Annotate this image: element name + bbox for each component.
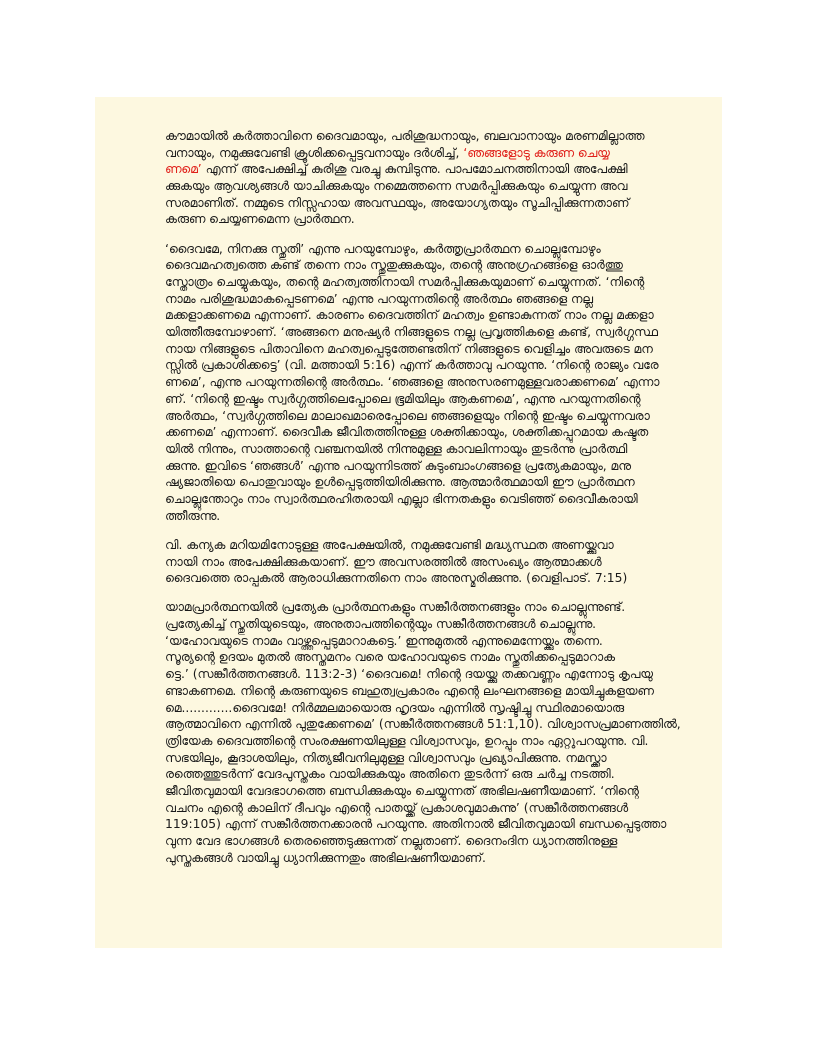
text-segment: വുന്ന വേദ ഭാഗങ്ങൾ തെരഞ്ഞെടുക്കുന്നത് നല്ലതാണ്. ദൈനംദിന ധ്യാനത്തിനുള്ള — [165, 834, 618, 848]
text-line — [165, 700, 665, 717]
text-segment: വനായും, നമുക്കുവേണ്ടി ക്രൂശിക്കപ്പെട്ടവനായും ദർശിച്ച്, — [165, 145, 464, 160]
highlighted-prayer-text: ‘ഞങ്ങളോടു കരുണ ചെയ്യ — [463, 145, 610, 160]
text-line — [165, 850, 665, 867]
text-line — [165, 178, 665, 195]
text-segment: ജീവിതവുമായി വേദഭാഗത്തെ ബന്ധിക്കുകയും ചെയ്യുന്നത് അഭിലഷണീയമാണ്. ‘നിന്റെ — [165, 783, 639, 798]
text-line — [165, 128, 665, 145]
text-segment: കരുണ ചെയ്യണമെന്ന പ്രാർത്ഥന. — [165, 212, 355, 227]
text-segment: യാമപ്രാർത്ഥനയിൽ പ്രത്യേക പ്രാർത്ഥനകളും സങ്കീർത്തനങ്ങളും നാം ചൊല്ലുന്നുണ്ട്. — [165, 600, 626, 615]
text-segment: ക്കണമെ’ എന്നാണ്. ദൈവീക ജീവിതത്തിനുള്ള ശക്തിക്കായും, ശക്തിക്കപ്പുറമായ കഷ്ടത — [165, 425, 649, 440]
text-segment: മെ.............ദൈവമേ! നിർമ്മലമായൊരു ഹൃദയം എന്നിൽ സൃഷ്ടിച്ചു സ്ഥിരമായൊരു — [165, 700, 625, 715]
text-line — [165, 750, 665, 767]
text-line — [165, 307, 665, 324]
highlighted-prayer-text: ണമെ’ — [165, 162, 202, 177]
text-line — [165, 145, 665, 162]
text-line — [165, 341, 665, 358]
text-segment: സ്സിൽ പ്രകാശിക്കട്ടെ’ (വി. മത്തായി 5:16) എന്ന് കർത്താവു പറയുന്നു. ‘നിന്റെ രാജ്യം വരേ — [165, 358, 659, 373]
text-line — [165, 800, 665, 817]
text-segment: നാമം പരിശുദ്ധമാകപ്പെടണമെ’ എന്നു പറയുന്നതിന്റെ അർത്ഥം ഞങ്ങളെ നല്ല — [165, 291, 593, 306]
text-segment: ണ്ടാകണമെ. നിന്റെ കരുണയുടെ ബഹുത്വപ്രകാരം എന്റെ ലംഘനങ്ങളെ മായിച്ചുകളയണ — [165, 683, 654, 698]
paragraph-2 — [165, 241, 665, 525]
text-segment: സൂര്യന്റെ ഉദയം മുതൽ അസ്തമനം വരെ യഹോവയുടെ നാമം സ്തുതിക്കപ്പെടുമാറാക — [165, 650, 615, 665]
text-segment: യിൽ നിന്നും, സാത്താന്റെ വഞ്ചനയിൽ നിന്നുമുള്ള കാവലിന്നായും തുടർന്നു പ്രാർത്ഥി — [165, 441, 628, 456]
text-segment: ട്ടെ.’ (സങ്കീർത്തനങ്ങൾ. 113:2-3) ‘ദൈവമെ! നിന്റെ ദയയ്ക്കു തക്കവണ്ണം എന്നോടു കൃപയു — [165, 667, 653, 682]
text-segment: വി. കന്യക മറിയമിനോടുള്ള അപേക്ഷയിൽ, നമുക്കുവേണ്ടി മദ്ധ്യസ്ഥത അണയ്ക്കുവാ — [165, 537, 614, 552]
text-segment: ‘യഹോവയുടെ നാമം വാഴ്ത്തപ്പെടുമാറാകട്ടെ.’ ഇന്നുമുതൽ എന്നുമെന്നേയ്ക്കും തന്നെ. — [165, 633, 603, 648]
text-segment: നായ നിങ്ങളുടെ പിതാവിനെ മഹത്വപ്പെടുത്തേണ്ടതിന് നിങ്ങളുടെ വെളിച്ചം അവരുടെ മന — [165, 341, 653, 356]
text-segment: 119:105) എന്ന് സങ്കീർത്തനക്കാരൻ പറയുന്നു. അതിനാൽ ജീവിതവുമായി ബന്ധപ്പെടുത്താ — [165, 817, 667, 832]
text-line — [165, 716, 681, 733]
text-segment: നായി നാം അപേക്ഷിക്കുകയാണ്. ഈ അവസരത്തിൽ അസംഖ്യം ആത്മാക്കൾ — [165, 554, 602, 569]
text-line — [165, 554, 665, 571]
text-line — [165, 391, 665, 408]
text-line — [165, 357, 665, 374]
text-segment: കൗമായിൽ കർത്താവിനെ ദൈവമായും, പരിശുദ്ധനായും, ബലവാനായും മരണമില്ലാത്ത — [165, 129, 645, 143]
text-line — [165, 683, 665, 700]
text-line — [165, 537, 665, 554]
text-line — [165, 733, 665, 750]
text-segment: ദൈവമഹത്വത്തെ കണ്ട് തന്നെ നാം സ്തുതുക്കുകയും, തന്റെ അനുഗ്രഹങ്ങളെ ഓർത്തു — [165, 258, 623, 273]
text-segment: ണമെ’, എന്നു പറയുന്നതിന്റെ അർത്ഥം. ‘ഞങ്ങളെ അനുസരണമുള്ളവരാക്കണമെ’ എന്നാ — [165, 375, 660, 390]
text-line — [165, 257, 665, 274]
text-segment: പുസ്തകങ്ങൾ വായിച്ചു ധ്യാനിക്കുന്നതും അഭിലഷണീയമാണ്. — [165, 850, 486, 865]
document-page — [95, 97, 722, 948]
text-line — [165, 816, 665, 833]
text-line — [165, 666, 665, 683]
text-line — [165, 508, 665, 525]
text-segment: ചൊല്ലുന്തോറും നാം സ്വാർത്ഥരഹിതരായി എല്ലാ ഭിന്നതകളും വെടിഞ്ഞ് ദൈവീകരായി — [165, 491, 638, 506]
paragraph-4 — [165, 599, 681, 866]
text-line — [165, 441, 665, 458]
text-segment: ണ്. ‘നിന്റെ ഇഷ്ടം സ്വർഗ്ഗത്തിലെപ്പോലെ ഭൂമിയിലും ആകണമെ’, എന്നു പറയുന്നതിന്റെ — [165, 391, 641, 406]
text-line — [165, 599, 665, 616]
text-segment: മക്കളാക്കണമെ എന്നാണ്. കാരണം ദൈവത്തിന് മഹത്വം ഉണ്ടാകുന്നത് നാം നല്ല മക്കളാ — [165, 308, 654, 323]
text-line — [165, 458, 665, 475]
text-line — [165, 633, 665, 650]
text-line — [165, 616, 665, 633]
text-segment: ത്തീരുന്നു. — [165, 508, 221, 523]
text-segment: എന്ന് അപേക്ഷിച്ച് കുരിശു വരച്ചു കുമ്പിടുന്നു. പാപമോചനത്തിനായി അപേക്ഷി — [201, 162, 628, 177]
text-line — [165, 766, 665, 783]
paragraph-3 — [165, 537, 665, 587]
text-line — [165, 195, 665, 212]
paragraph-1 — [165, 128, 665, 228]
text-segment: ത്രിയേക ദൈവത്തിന്റെ സംരക്ഷണയിലുള്ള വിശ്വാസവും, ഉറപ്പും നാം ഏറ്റുപറയുന്നു. വി. — [165, 733, 649, 748]
text-line — [165, 408, 665, 425]
text-line — [165, 649, 665, 666]
text-line — [165, 211, 665, 228]
text-line — [165, 833, 665, 850]
text-line — [165, 783, 665, 800]
text-segment: രത്തെത്തുടർന്ന് വേദപുസ്തകം വായിക്കുകയും അതിനെ തുടർന്ന് ഒരു ചർച്ച നടത്തി. — [165, 767, 615, 782]
text-segment: സഭയിലും, കൂദാശയിലും, നിത്യജീവനിലുമുള്ള വിശ്വാസവും പ്രഖ്യാപിക്കുന്നു. നമസ്ക്കാ — [165, 750, 607, 765]
text-line — [165, 474, 665, 491]
document-body — [165, 128, 681, 879]
text-line — [165, 324, 665, 341]
text-line — [165, 374, 665, 391]
text-segment: സ്തോത്രം ചെയ്യുകയും, തന്റെ മഹത്വത്തിനായി സമർപ്പിക്കുകയുമാണ് ചെയ്യുന്നത്. ‘നിന്റെ — [165, 275, 645, 289]
text-line — [165, 491, 665, 508]
text-line — [165, 274, 665, 291]
text-line — [165, 570, 665, 587]
text-segment: ‘ദൈവമേ, നിനക്കു സ്തുതി’ എന്നു പറയുമ്പോഴും, കർത്തൃപ്രാർത്ഥന ചൊല്ലുമ്പോഴും — [165, 241, 601, 256]
text-segment: യിത്തീരുമ്പോഴാണ്. ‘അങ്ങനെ മനുഷ്യർ നിങ്ങളുടെ നല്ല പ്രവൃത്തികളെ കണ്ട്, സ്വർഗ്ഗസ്ഥ — [165, 325, 658, 340]
text-segment: ക്കുകയും ആവശ്യങ്ങൾ യാചിക്കുകയും നമ്മെത്തന്നെ സമർപ്പിക്കുകയും ചെയ്യുന്ന അവ — [165, 179, 628, 194]
text-line — [165, 424, 665, 441]
text-segment: ആത്മാവിനെ എന്നിൽ പുതുക്കേണമെ’ (സങ്കീർത്തനങ്ങൾ 51:1,10). വിശ്വാസപ്രമാണത്തിൽ, — [165, 717, 681, 732]
text-segment: വചനം എന്റെ കാലിന് ദീപവും എന്റെ പാതയ്ക്ക് പ്രകാശവുമാകുന്നു’ (സങ്കീർത്തനങ്ങൾ — [165, 800, 628, 815]
text-line — [165, 241, 665, 258]
text-segment: ദൈവത്തെ രാപ്പകൽ ആരാധിക്കുന്നതിനെ നാം അനുസ്മരിക്കുന്നു. (വെളിപാട്. 7:15) — [165, 571, 628, 586]
text-line — [165, 291, 665, 308]
text-line — [165, 161, 665, 178]
text-segment: അർത്ഥം, ‘സ്വർഗ്ഗത്തിലെ മാലാഖമാരെപ്പോലെ ഞങ്ങളെയും നിന്റെ ഇഷ്ടം ചെയ്യുന്നവരാ — [165, 408, 650, 423]
text-segment: ഷ്യജാതിയെ പൊതുവായും ഉൾപ്പെടുത്തിയിരിക്കുന്നു. ആത്മാർത്ഥമായി ഈ പ്രാർത്ഥന — [165, 475, 635, 490]
text-segment: സരമാണിത്. നമ്മുടെ നിസ്സഹായ അവസ്ഥയും, അയോഗ്യതയും സൂചിപ്പിക്കുന്നതാണ് — [165, 195, 630, 210]
text-segment: പ്രത്യേകിച്ച് സ്തുതിയുടെയും, അനുതാപത്തിന്റെയും സങ്കീർത്തനങ്ങൾ ചൊല്ലുന്നു. — [165, 617, 597, 632]
text-segment: ക്കുന്നു. ഇവിടെ ‘ഞങ്ങൾ’ എന്നു പറയുന്നിടത്ത് കുടുംബാംഗങ്ങളെ പ്രത്യേകമായും, മനു — [165, 458, 631, 473]
